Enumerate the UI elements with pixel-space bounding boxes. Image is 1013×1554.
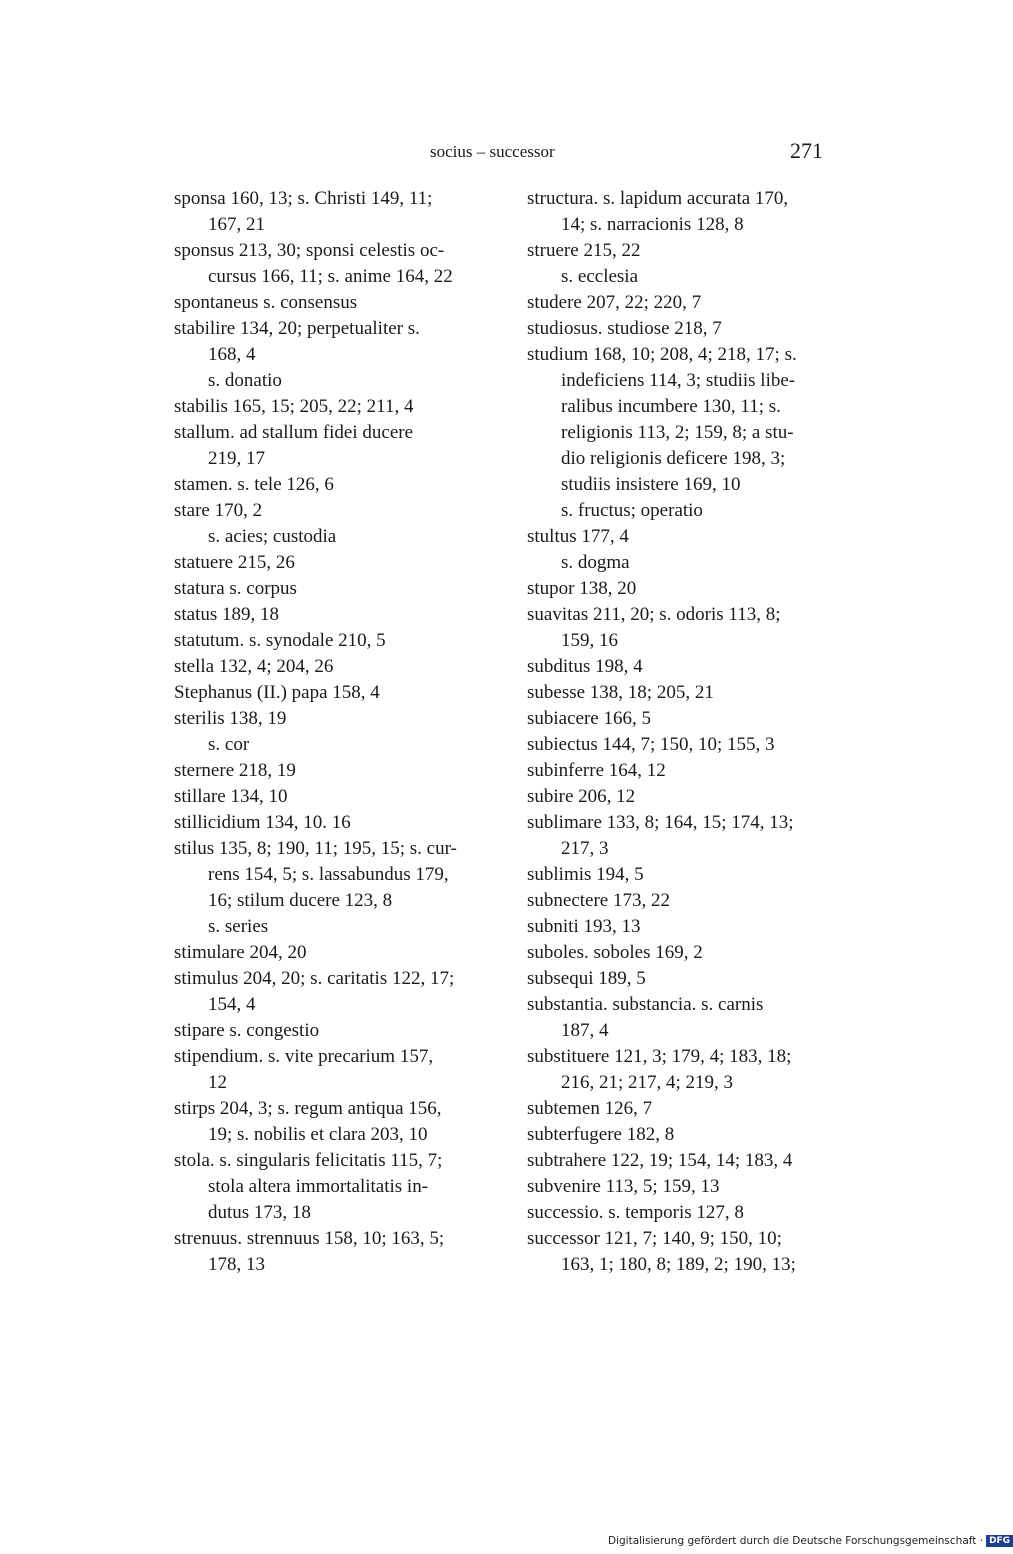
index-entry-line: statura s. corpus [174,578,297,599]
index-entry-line: 219, 17 [208,448,265,469]
index-entry-line: statutum. s. synodale 210, 5 [174,630,386,651]
dfg-logo: DFG [986,1535,1013,1547]
index-entry-line: s. ecclesia [561,266,639,287]
index-entry-line: studere 207, 22; 220, 7 [527,292,702,313]
index-entry-line: stillicidium 134, 10. 16 [174,812,351,833]
index-entry-line: sublimare 133, 8; 164, 15; 174, 13; [527,812,794,833]
index-column-right [527,186,827,1278]
index-entry-line: statuere 215, 26 [174,552,295,573]
index-entry-line: stipare s. congestio [174,1020,320,1041]
index-entry-line: 16; stilum ducere 123, 8 [208,890,393,911]
index-entry-line: subsequi 189, 5 [527,968,646,989]
index-entry-line: 19; s. nobilis et clara 203, 10 [208,1124,428,1145]
index-entry-line: cursus 166, 11; s. anime 164, 22 [208,266,453,287]
index-entry-line: stimulare 204, 20 [174,942,307,963]
index-entry-line: spontaneus s. consensus [174,292,358,313]
index-entry-line: dutus 173, 18 [208,1202,311,1223]
index-entry-line: sterilis 138, 19 [174,708,287,729]
index-entry-line: stillare 134, 10 [174,786,288,807]
index-entry-line: subinferre 164, 12 [527,760,666,781]
index-entry-line: stabilis 165, 15; 205, 22; 211, 4 [174,396,414,417]
index-entry-line: struere 215, 22 [527,240,641,261]
index-entry-line: 168, 4 [208,344,256,365]
index-entry-line: 14; s. narracionis 128, 8 [561,214,744,235]
index-entry-line: successor 121, 7; 140, 9; 150, 10; [527,1228,782,1249]
index-entry-line: sublimis 194, 5 [527,864,644,885]
index-entry-line: stallum. ad stallum fidei ducere [174,422,414,443]
index-column-left [174,186,474,1278]
index-entry-line: stirps 204, 3; s. regum antiqua 156, [174,1098,442,1119]
index-entry-line: strenuus. strennuus 158, 10; 163, 5; [174,1228,445,1249]
index-entry-line: 217, 3 [561,838,609,859]
index-entry-line: ralibus incumbere 130, 11; s. [561,396,781,417]
index-entry-line: subniti 193, 13 [527,916,641,937]
index-entry-line: subterfugere 182, 8 [527,1124,675,1145]
index-entry-line: religionis 113, 2; 159, 8; a stu- [561,422,794,443]
index-entry-line: stola. s. singularis felicitatis 115, 7; [174,1150,443,1171]
index-entry-line: studiosus. studiose 218, 7 [527,318,722,339]
footer-text: Digitalisierung gefördert durch die Deutsche Forschungsgemeinschaft · [608,1535,984,1547]
index-entry-line: stipendium. s. vite precarium 157, [174,1046,434,1067]
page-header [0,138,1000,168]
page-number: 271 [790,138,823,163]
index-entry-line: studium 168, 10; 208, 4; 218, 17; s. [527,344,797,365]
index-entry-line: status 189, 18 [174,604,280,625]
index-entry-line: stultus 177, 4 [527,526,629,547]
index-entry-line: stella 132, 4; 204, 26 [174,656,334,677]
index-entry-line: suboles. soboles 169, 2 [527,942,703,963]
index-entry-line: stupor 138, 20 [527,578,637,599]
index-entry-line: structura. s. lapidum accurata 170, [527,188,789,209]
index-entry-line: stamen. s. tele 126, 6 [174,474,334,495]
index-entry-line: subnectere 173, 22 [527,890,670,911]
index-entry-line: subtrahere 122, 19; 154, 14; 183, 4 [527,1150,793,1171]
index-entry-line: successio. s. temporis 127, 8 [527,1202,744,1223]
index-entry-line: s. cor [208,734,250,755]
index-entry-line: s. fructus; operatio [561,500,703,521]
index-entry-line: stare 170, 2 [174,500,263,521]
index-entry-line: s. acies; custodia [208,526,337,547]
index-entry-line: Stephanus (II.) papa 158, 4 [174,682,380,703]
index-entry-line: sternere 218, 19 [174,760,296,781]
index-entry-line: subiacere 166, 5 [527,708,651,729]
index-entry-line: sponsus 213, 30; sponsi celestis oc- [174,240,445,261]
index-entry-line: substantia. substancia. s. carnis [527,994,764,1015]
index-entry-line: 167, 21 [208,214,265,235]
index-entry-line: subditus 198, 4 [527,656,643,677]
index-entry-line: studiis insistere 169, 10 [561,474,741,495]
index-entry-line: sponsa 160, 13; s. Christi 149, 11; [174,188,433,209]
index-entry-line: 163, 1; 180, 8; 189, 2; 190, 13; [561,1254,796,1275]
index-entry-line: indeficiens 114, 3; studiis libe- [561,370,796,391]
index-entry-line: subesse 138, 18; 205, 21 [527,682,714,703]
index-entry-line: subvenire 113, 5; 159, 13 [527,1176,720,1197]
index-entry-line: stilus 135, 8; 190, 11; 195, 15; s. cur- [174,838,457,859]
index-entry-line: 178, 13 [208,1254,265,1275]
index-entry-line: rens 154, 5; s. lassabundus 179, [208,864,449,885]
index-entry-line: stimulus 204, 20; s. caritatis 122, 17; [174,968,455,989]
index-entry-line: stabilire 134, 20; perpetualiter s. [174,318,420,339]
index-entry-line: subire 206, 12 [527,786,636,807]
index-entry-line: 216, 21; 217, 4; 219, 3 [561,1072,734,1093]
index-entry-line: s. dogma [561,552,630,573]
index-entry-line: 159, 16 [561,630,618,651]
index-entry-line: 187, 4 [561,1020,609,1041]
running-title: socius – successor [430,142,555,161]
index-entry-line: stola altera immortalitatis in- [208,1176,429,1197]
index-entry-line: 12 [208,1072,227,1093]
index-entry-line: s. donatio [208,370,282,391]
index-entry-line: subtemen 126, 7 [527,1098,653,1119]
index-entry-line: subiectus 144, 7; 150, 10; 155, 3 [527,734,775,755]
index-entry-line: 154, 4 [208,994,256,1015]
index-entry-line: substituere 121, 3; 179, 4; 183, 18; [527,1046,792,1067]
digitization-credit [608,1535,1013,1547]
index-entry-line: suavitas 211, 20; s. odoris 113, 8; [527,604,781,625]
index-entry-line: dio religionis deficere 198, 3; [561,448,786,469]
index-entry-line: s. series [208,916,269,937]
